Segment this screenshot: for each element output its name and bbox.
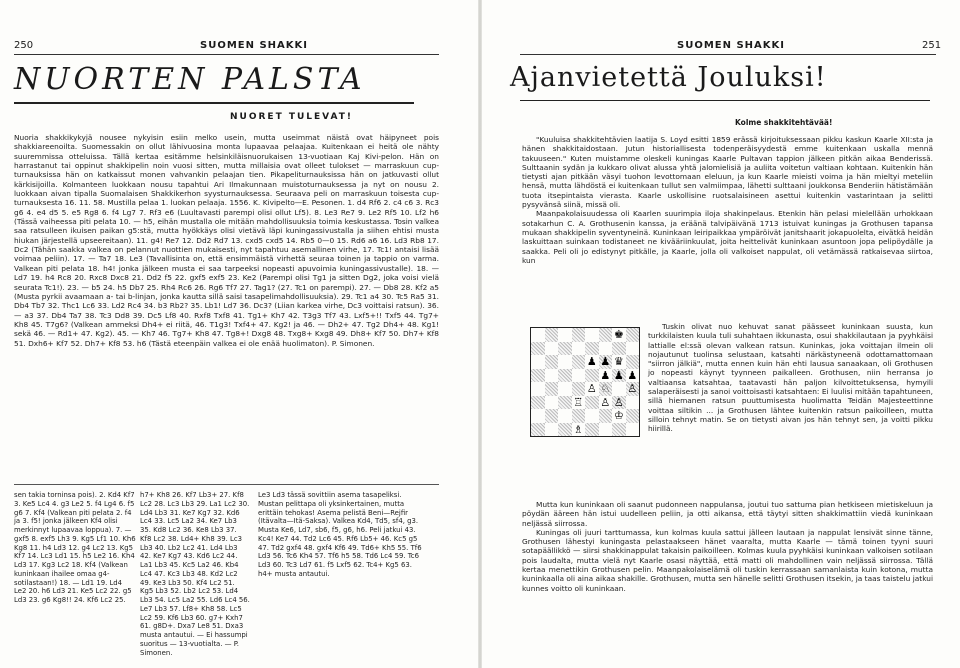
board-square-e3 — [585, 396, 599, 410]
feature-subhead: Kolme shakkitehtävää! — [735, 118, 833, 127]
chess-piece-e6: ♟ — [586, 355, 597, 369]
board-square-b3 — [545, 396, 559, 410]
board-square-e6 — [585, 355, 599, 369]
board-square-f7 — [599, 342, 613, 356]
board-square-c7 — [558, 342, 572, 356]
right-running-head — [922, 40, 941, 51]
board-square-g8 — [612, 328, 626, 342]
feature-title: Ajanvietettä Jouluksi! — [510, 62, 827, 93]
board-square-g4 — [612, 382, 626, 396]
feature-paragraph-1: "Kuuluisa shakkitehtävien laatija S. Loyd esitti 1859 erässä kirjoituksessaan pikku kaskun Kaarle XII:sta ja hänen shakkitaidostaan. Jutun historiallisesta todenperäisyydestä emme kuitenkaan uskalla mennä takuuseen." Kuten muistamme oleskeli kuningas Kaarle Pultavan tappion jälkeen pitkän aikaa Benderissä. Sulttaanin sydän ja kukkaro olivat alussa yhtä jalomielisiä ja auliita voitetun valtiaan kohtaan. Kuitenkin hän tietysti ajan pitkään väsyi tuohon levottomaan eleluun, ja kun Kaarle mieisti voima ja hän mieltyi meteliin hensä, mutta lähdöstä ei kuitenkaan tullut sen valmiimpaa, lähetti sulttaani joukkonsa Benderiin hätistämään tuota itsepintaista vierasta. Kaarle uskollisine ruotsalaisineen asettui kuitenkin vastarintaan ja selitti pysyvänsä siinä, missä oli. — [522, 135, 933, 210]
board-square-a3 — [531, 396, 545, 410]
chess-piece-f6: ♟ — [600, 355, 611, 369]
board-square-c8 — [558, 328, 572, 342]
board-square-f6 — [599, 355, 613, 369]
board-square-a7 — [531, 342, 545, 356]
feature-body-top — [522, 135, 933, 265]
chess-piece-g3: ♙ — [613, 395, 624, 409]
board-square-h7 — [626, 342, 640, 356]
feature-body-bottom — [522, 500, 933, 593]
article-subtitle: NUORET TULEVAT! — [230, 112, 354, 122]
chess-piece-e4: ♙ — [586, 382, 597, 396]
board-square-e4 — [585, 382, 599, 396]
right-header-rule — [520, 54, 936, 55]
board-square-h4 — [626, 382, 640, 396]
board-square-d8 — [572, 328, 586, 342]
board-square-a6 — [531, 355, 545, 369]
article-paragraph: Nuoria shakkikykyjä nousee nykyisin esiin melko usein, mutta useimmat näistä ovat häipyneet pois shakkiareenoilta. Suomessakin on ollut lähivuosina monta lupaavaa pelaajaa. Kuitenkaan ei heitä ole nähty suuremmissa otteluissa. Tällä kertaa esitämme helsinkiläisnuorukaisen 13-vuotiaan Kaj Kivi-pelon. Hän on harrastanut tai oppinut shakkipelin noin vuosi sitten, mutta millaisia ovat olleet tulokset — marraskuun cup-turnauksissa hän on katkaissut monen vahvankin pelaajan tien. Pikapeliturnauksissa hän on jatkuvasti ollut kärkisijoilla. Kolmanteen luokkaan nousu tapahtui Ari Ilmakunnaan muistoturnauksessa ja nyt on nousu 2. luokkaan aivan tipalla Suomalaisen Shakkikerhon syysturnauksessa. Seuraava peli on marraskuun toisesta cup-turnauksesta 16. 11. 58. Mustilla pelaa 1. luokan pelaaja. 1556. K. Kivipelto—E. Pesonen. 1. d4 Rf6 2. c4 c6 3. Rc3 g6 4. e4 d5 5. e5 Rg8 6. f4 Lg7 7. Rf3 e6 (Luultavasti parempi olisi ollut Lf5). 8. Le3 Re7 9. Le2 Rf5 10. Lf2 h6 (Tässä vaiheessa piti pelata 10. — h5, eihän mustalla ole mitään mahdollisuuksia toimia keskustassa. Tosin valkea saa ratsulleen ikuisen paikan g5:stä, mutta hyökkäys olisi vietävä läpi kuningassivustalla ja siihen ehtisi musta hiukan järjestellä upseereitaan). 11. g4! Re7 12. Dd2 Rd7 13. cxd5 cxd5 14. Rb5 0—0 15. Rd6 a6 16. Ld3 Rb8 17. Dc2 (Tähän saakka valkea on pelannut nuottien mukaisesti, nyt tapahtuu asemallinen virhe, 17. Tc1! antaisi lisää voimaa peliin). 17. — Ta7 18. Le3 (Tavallisinta on, että ensimmäistä virhettä seuraa toinen ja tappio on varma. Valkean piti pelata 18. h4! jonka jälkeen musta ei saa tarpeeksi nopeasti apuvoimia kuningassivustalle). 18. — Ld7 19. h4 Rc8 20. Rxc8 Dxc8 21. Dd2 f5 22. gxf5 exf5 23. Ke2 (Parempi olisi Tg1 ja sitten Dg2, joka voisi vielä seurata Tc1!). 23. — b5 24. h5 Db7 25. Rh4 Rc6 26. Rg6 Tf7 27. Tag1? (27. Tc1 on parempi). 27. — Db8 28. Kf2 a5 (Musta pyrkii avaamaan a- tai b-linjan, jonka kautta sillä saisi tasapelimahdollisuuksia). 29. Tc1 a4 30. Tc5 Ra5 31. Db4 Tb7 32. Thc1 Lc6 33. Ld2 Rc4 34. b3 Rb2? 35. Lb1! Ld7 36. Dc3? (Liian karkea virhe, Dc3 voittaisi ratsun). 36. — a3 37. Db4 Ta7 38. Tc3 Dd8 39. Dc5 Lf8 40. Rxf8 Txf8 41. Tg1+ Kh7 42. T3g3 Tf7 43. Lxf5+!! Txf5 44. Tg7+ Kh8 45. T7g6? (Valkean ammeksi Dh4+ ei riitä, 46. T1g3! Txf4+ 47. Kg2! ja 46. — Dh2+ 47. Tg2 Dh4+ 48. Kg1! sekä 46. — Rd1+ 47. Kg2). 45. — Kh7 46. Tg7+ Kh8 47. Tg8+! Dxg8 48. Txg8+ Kxg8 49. Dh8+ Kf7 50. Dh7+ Kf8 51. Dxh6+ Kf7 52. Dh7+ Kf8 53. h6 (Tästä eteenpäin valkea ei ole enää huolimaton). P. Simonen. — [14, 133, 439, 348]
board-square-c1 — [558, 423, 572, 437]
board-square-d6 — [572, 355, 586, 369]
chess-piece-f5: ♟ — [600, 368, 611, 382]
section-title: NUORTEN PALSTA — [14, 62, 366, 97]
chess-piece-d1: ♗ — [573, 422, 584, 436]
chess-piece-g2: ♔ — [613, 409, 624, 423]
column-divider-rule — [14, 484, 439, 485]
right-page-number: 251 — [922, 40, 942, 51]
board-square-b7 — [545, 342, 559, 356]
board-square-b6 — [545, 355, 559, 369]
chess-piece-h5: ♟ — [627, 368, 638, 382]
chess-piece-g8: ♚ — [613, 328, 624, 342]
board-square-d3 — [572, 396, 586, 410]
board-square-h8 — [626, 328, 640, 342]
board-square-e1 — [585, 423, 599, 437]
board-square-f3 — [599, 396, 613, 410]
board-square-e7 — [585, 342, 599, 356]
board-square-b1 — [545, 423, 559, 437]
chess-piece-g6: ♛ — [613, 355, 624, 369]
board-square-g5 — [612, 369, 626, 383]
board-square-c6 — [558, 355, 572, 369]
board-square-f8 — [599, 328, 613, 342]
board-square-f2 — [599, 409, 613, 423]
chess-piece-d3: ♖ — [573, 395, 584, 409]
column-2: h7+ Kh8 26. Kf7 Lb3+ 27. Kf8 Lc2 28. Lc3 Lb3 29. La1 Lc2 30. Ld4 Lb3 31. Ke7 Kg7 32. Kd6 Lc4 33. Lc5 La2 34. Ke7 Lb3 35. Kd8 Lc2 36. Ke8 Lb3 37. Kf8 Lc2 38. Ld4+ Kh8 39. Lc3 Lb3 40. Lb2 Lc2 41. Ld4 Lb3 42. Ke7 Kg7 43. Kd6 Lc2 44. La1 Lb3 45. Kc5 La2 46. Kb4 Lc4 47. Kc3 Lb3 48. Kd2 Lc2 49. Ke3 Lb3 50. Kf4 Lc2 51. Kg5 Lb3 52. Lb2 Lc2 53. Ld4 Lb3 54. Lc5 La2 55. Ld6 Lc4 56. Le7 Lb3 57. Lf8+ Kh8 58. Lc5 Lc2 59. Kf6 Lb3 60. g7+ Kxh7 61. g8D+. Dxa7 Le8 51. Dxa3 musta antautui. — Ei hassumpi suoritus — 13-vuotialta. — P. Simonen. — [140, 491, 250, 657]
board-square-f4 — [599, 382, 613, 396]
board-square-h1 — [626, 423, 640, 437]
feature-paragraph-3: Tuskin olivat nuo kehuvat sanat päässeet kuninkaan suusta, kun turkkilaisten kuula tuli suhahtaen ikkunasta, osui shakkilautaan ja pyyhkäisi lattialle el:ssä olevan valkean ratsun. Kuninkas, joka voittajan ilmein oli nojautunut tuolinsa selustaan, katsahti närkästyneenä odottamattomaan "siirron jälkiä", mutta ennen kuin hän ehti lausua sanaakaan, oli Grothusen jo nopeasti käynyt tyynneen paikalleen. Grothusen, niin herransa jo valtiaansa katsahtaa, taatavasti hän paljon kilvoittetuksensa, hymyili salaperäisesti ja sanoi voittoisasti katsahtaen: Ei luulisi mitään tapahtuneen, sillä hiemanen ratsun puuttumisesta huolimatta Teidän Majesteettinne voittaa siltikin ... ja Grothusen lähtee kuitenkin ratsun paikoilleen, mutta silloin tehnyt matin. Se on tietysti aivan jos hän tehnyt sen, ja voitti pikku hiirillä. — [648, 322, 933, 434]
feature-body-beside-diagram — [648, 322, 933, 434]
board-square-g7 — [612, 342, 626, 356]
chess-diagram — [530, 327, 640, 437]
board-square-c4 — [558, 382, 572, 396]
board-square-e5 — [585, 369, 599, 383]
section-title-rule — [14, 102, 414, 104]
board-square-c2 — [558, 409, 572, 423]
board-square-h6 — [626, 355, 640, 369]
board-square-f5 — [599, 369, 613, 383]
board-square-b5 — [545, 369, 559, 383]
chess-piece-f3: ♙ — [600, 395, 611, 409]
article-body — [14, 133, 439, 348]
board-square-h3 — [626, 396, 640, 410]
board-square-d2 — [572, 409, 586, 423]
board-square-g2 — [612, 409, 626, 423]
feature-title-rule — [520, 100, 930, 101]
board-square-c5 — [558, 369, 572, 383]
board-square-b2 — [545, 409, 559, 423]
board-square-d5 — [572, 369, 586, 383]
board-square-d1 — [572, 423, 586, 437]
board-square-a4 — [531, 382, 545, 396]
board-square-g6 — [612, 355, 626, 369]
board-square-a8 — [531, 328, 545, 342]
feature-paragraph-2: Maanpakolaisuudessa oli Kaarlen suurimpia iloja shakinpelaus. Etenkin hän pelasi mielellään urhokkaan sotakarhun C. A. Grothusenin kanssa, ja eräänä talvipäivänä 1713 istuivat kuningas ja Grothusen tapansa mukaan shakkipelin syventyneinä. Kuninkaan leiripaikkaa ympäröivät janitshaarit jokapuolelta, eivätkä heidän laskuittaan suinkaan todistaneet ne kivääriinkuulat, joita heittelivät kuninkaan asuntoon jopa pelipöydälle ja saakka. Peli oli jo edistynyt pitkälle, ja Kaarle, jolla oli valkoiset nappulat, oli vetämässä ratkaisevaa siirtoa, kun — [522, 209, 933, 265]
right-running-title: SUOMEN SHAKKI — [677, 40, 785, 51]
column-3: Le3 Ld3 tässä sovittiin asema tasapeliksi. Mustan pelittapa oli yksinkertainen, mutta erittäin tehokas! Asema pelistä Beni—Rejfir (Itävalta—Itä-Saksa). Valkea Kd4, Td5, sf4, g3. Musta Ke6, Ld7, sb6, f5, g6, h6. Peli jatkui 43. Kc4! Ke7 44. Td2 Lc6 45. Rf6 Lb5+ 46. Kc5 g5 47. Td2 gxf4 48. gxf4 Kf6 49. Td6+ Kh5 55. Tf6 Ld3 56. Tc6 Kh4 57. Tf6 h5 58. Td6 Lc4 59. Tc6 Ld3 60. Tc3 Ld7 61. f5 Lxf5 62. Tc4+ Kg5 63. h4+ musta antautui. — [258, 491, 422, 578]
left-page-number: 250 — [14, 40, 34, 51]
board-square-g3 — [612, 396, 626, 410]
chess-piece-h4: ♙ — [627, 382, 638, 396]
board-square-f1 — [599, 423, 613, 437]
board-square-b4 — [545, 382, 559, 396]
chess-piece-f4: ♘ — [600, 382, 611, 396]
chess-piece-g5: ♟ — [613, 368, 624, 382]
board-square-h5 — [626, 369, 640, 383]
feature-paragraph-4: Mutta kun kuninkaan oli saanut pudonneen nappulansa, joutui tuo sattuma pian hetkiseen mietiskeluun ja pöydän ääreen hän istui uudelleen peliin, ja otti aikansa, että täytyi sitten shakkimattiin viedä kuninkaan neljässä siirrossa. — [522, 500, 933, 528]
feature-paragraph-5: Kuningas oli juuri tarttumassa, kun kolmas kuula sattui jälleen lautaan ja nappulat lensivät sinne tänne, Grothusen lähestyi kuningasta pelastaakseen hänet vaaralta, mutta Kaarle — tämä toinen tyyni suuri sotapäällikkö — siirsi shakkinappulat takaisin paikoilleen. Kolmas kuula pyyhkäisi kuninkaan valkoisen sotilaan pois laudalta, mutta vielä nyt Kaarle osasi näyttää, että matti oli mahdollinen vain neljässä siirrossa. Tällä kertaa menettikin Grothusen pelin. Maanpakolaiselämä oli tuskin kerrassaan samanlaista kuin kotona, mutta kuninkaalla oli aina aikaa shakille. Grothusen, mutta sen hänelle selitti Grothusen itsekin, ja taas taistelu jatkui kunnes voitto oli kuninkaan. — [522, 527, 933, 593]
board-square-d7 — [572, 342, 586, 356]
board-square-c3 — [558, 396, 572, 410]
board-square-a2 — [531, 409, 545, 423]
column-1: sen takia torninsa pois). 2. Kd4 Kf7 3. Ke5 Lc4 4. g3 Le2 5. f4 Lg4 6. f5 g6 7. Kf4 (Valkean piti pelata 2. f4 ja 3. f5! jonka jälkeen Kf4 olisi merkinnyt lupaavaa loppua). 7. — gxf5 8. exf5 Lh3 9. Kg5 Lf1 10. Kh6 Kg8 11. h4 Ld3 12. g4 Lc2 13. Kg5 Kf7 14. Lc3 Ld1 15. h5 Le2 16. Kh4 Ld3 17. Kg3 Lc2 18. Kf4 (Valkean kuninkaan ihailee omaa g4-sotilastaan!) 18. — Ld1 19. Ld4 Le2 20. h6 Ld3 21. Ke5 Lc2 22. g5 Ld3 23. g6 Kg8!! 24. Kf6 Lc2 25. — [14, 491, 136, 604]
board-square-e8 — [585, 328, 599, 342]
board-square-h2 — [626, 409, 640, 423]
left-running-title: SUOMEN SHAKKI — [200, 40, 308, 51]
board-square-b8 — [545, 328, 559, 342]
board-square-e2 — [585, 409, 599, 423]
board-square-a5 — [531, 369, 545, 383]
board-square-a1 — [531, 423, 545, 437]
board-square-d4 — [572, 382, 586, 396]
left-header-rule — [14, 54, 439, 55]
left-running-head — [14, 40, 33, 51]
board-square-g1 — [612, 423, 626, 437]
